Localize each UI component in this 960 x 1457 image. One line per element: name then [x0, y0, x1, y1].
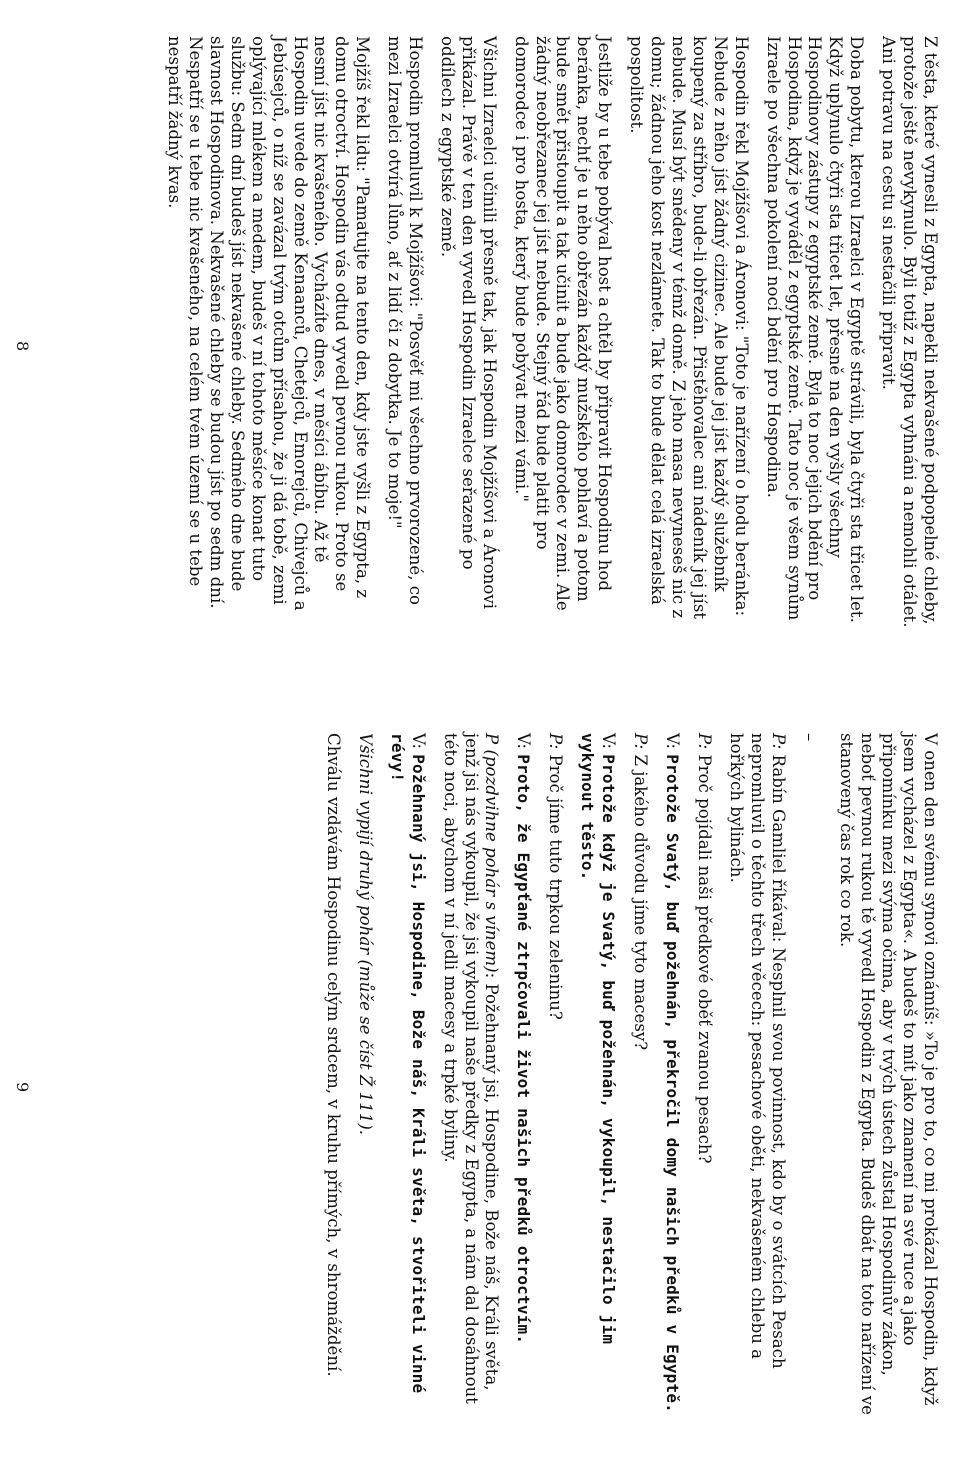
response-line: [576, 733, 618, 1423]
stage-direction: (pozdvihne pohár s vínem): [482, 744, 502, 973]
question-text: Proč jíme tuto trpkou zeleninu?: [546, 749, 566, 1020]
paragraph: Z těsta, které vynesli z Egypta, napekli nekvašené podpopelné chleby, protože ještě nevykynulo. Byli totiž z Egypta vyhnáni a nemohli otálet. Ani potravu na cestu si nestačili připravit.: [879, 36, 940, 628]
psalm-paragraph: Chválu vzdávám Hospodinu celým srdcem, v kruhu přímých, v shromáždění.: [324, 733, 344, 1377]
speaker-label: V:: [662, 733, 682, 749]
intro-paragraph: V onen den svému synovi oznámíš: »To je pro to, co mi prokázal Hospodin, když jsem vycházel z Egypta«. A budeš to mít jako znamení na své ruce a jako připomínku mezi svýma očima, aby v tvých ústech zůstal Hospodinův zákon, neboť pevnou rukou tě vyvedl Hospodin z Egypta. Budeš dbát na toto nařízení ve stanovený čas rok co rok.: [837, 733, 940, 1415]
response-line: [386, 733, 428, 1423]
speaker-label: P:: [694, 733, 714, 750]
response-text: Proto, že Egypťané ztrpčovali život našich předků otroctvím.: [514, 754, 534, 1345]
question-text: Z jakého důvodu jíme tyto macesy?: [631, 749, 651, 1051]
paragraph: Všichni Izraelci učinili přesně tak, jak Hospodin Mojžíšovi a Áronovi přikázal. Právě v ten den vyvedl Hospodin Izraelce seřazené po oddílech z egyptské země.: [437, 36, 499, 610]
response-text: Protože Svatý, buď požehnán, překročil domy našich předků v Egyptě.: [662, 754, 682, 1413]
paragraph: Jestliže by u tebe pobýval host a chtěl by připravit Hospodinu hod beránka, nechť je u něho obřezán každý mužského pohlaví a potom bude smět přistoupit a tak učinit a bude jako domorodec v zemi. Ale žádný neobřezanec jej jíst nebude. Stejný řád bude platit pro domorodce i pro hosta, který bude pobývat mezi vámi.": [511, 36, 615, 611]
response-text: Protože když je Svatý, buď požehnán, vykoupil, nestačilo jim vykynout těsto.: [578, 733, 619, 1345]
response-line: [661, 733, 682, 1423]
paragraph: Hospodin promluvil k Mojžíšovi: "Posvěť mi všechno prvorozené, co mezi Izraelci otvírá lůno, ať z lidí či z dobytka. Je to moje!": [385, 36, 426, 606]
blessing-line: [439, 733, 502, 1423]
paragraph: Hospodin řekl Mojžíšovi a Áronovi: "Toto je nařízení o hodu beránka: Nebude z něho jíst žádný cizinec. Ale bude jej jíst každý služebník koupený za stříbro, bude-li obřezán. Přistěhovalec ani nádeník jej jíst nebude. Musí být snědeny v témž domě. Z jeho masa nevyneseš nic z domu; žádnou jeho kost nezlámete. Tak to bude dělat celá izraelská pospolitost.: [627, 36, 751, 620]
page-number: 8: [13, 341, 32, 352]
question-line: [544, 733, 565, 1423]
response-line: [513, 733, 534, 1423]
speaker-label: P:: [546, 733, 566, 750]
speaker-label: V:: [408, 733, 428, 749]
instruction-reference: může se číst Ž 111: [355, 965, 375, 1124]
instruction-text-end: ).: [355, 1123, 375, 1136]
question-line: [629, 733, 650, 1423]
separator-dash: –: [800, 733, 820, 742]
right-page: [0, 729, 960, 1457]
left-page: [0, 0, 960, 728]
question-line: [693, 733, 714, 1423]
speaker-label: P: [482, 733, 502, 745]
right-page-body: [311, 733, 940, 1423]
instruction-line: [354, 733, 375, 1423]
response-text: Požehnaný jsi, Hospodine, Bože náš, Králi světa, stvořiteli vinné révy!: [387, 733, 428, 1394]
question-text: Proč pojídali naši předkové oběť zvanou pesach?: [694, 749, 714, 1164]
left-page-body: [152, 36, 940, 646]
leader-text: Rabín Gamliel říkával: Nesplnil svou povinnost, kdo by o svátcích Pesach nepromluvil o těchto třech věcech: pesachové oběti, nekvašeném chlebu a hořkých bylinách.: [726, 733, 788, 1369]
speaker-label: P:: [768, 733, 788, 750]
instruction-text: Všichni vypijí druhý pohár (: [355, 733, 375, 966]
speaker-label: P:: [631, 733, 651, 750]
blessing-text: : Požehnaný jsi, Hospodine, Bože náš, Králi světa, jenž jsi nás vykoupil, že jsi vykoupil naše předky z Egypta, a nám dal dosáhnout této noci, abychom v ní jedli macesy a trpké byliny.: [440, 733, 502, 1404]
speaker-label: V:: [514, 733, 534, 749]
paragraph: Doba pobytu, kterou Izraelci v Egyptě strávili, byla čtyři sta třicet let. Když uplynulo čtyři sta třicet let, přesně na den vyšly všechny Hospodinovy zástupy z egyptské země. Byla to noc jejich bdění pro Hospodina, když je vyváděl z egyptské země. Tato noc je všem synům Izraele po všechna pokolení nocí bdění pro Hospodina.: [763, 36, 867, 623]
speaker-label: V:: [599, 733, 619, 749]
leader-line: [725, 733, 788, 1423]
page-number: 9: [13, 1082, 32, 1093]
paragraph: Mojžíš řekl lidu: "Pamatujte na tento den, kdy jste vyšli z Egypta, z domu otroctví. Hospodin vás odtud vyvedl pevnou rukou. Proto se nesmí jíst nic kvašeného. Vycházíte dnes, v měsíci ábíbu. Až tě Hospodin uvede do země Kenaanců, Chetejců, Emorejců, Chivejců a Jebúsejců, o níž se zavázal tvým otcům přísahou, že ji dá tobě, zemi oplývající mlékem a medem, budeš v ní tohoto měsíce konat tuto službu: Sedm dní budeš jíst nekvašené chleby. Sedmého dne bude slavnost Hospodinova. Nekvašené chleby se budou jíst po sedm dní. Nespatří se u tebe nic kvašeného, na celém tvém území se u tebe nespatří žádný kvas.: [165, 36, 373, 611]
